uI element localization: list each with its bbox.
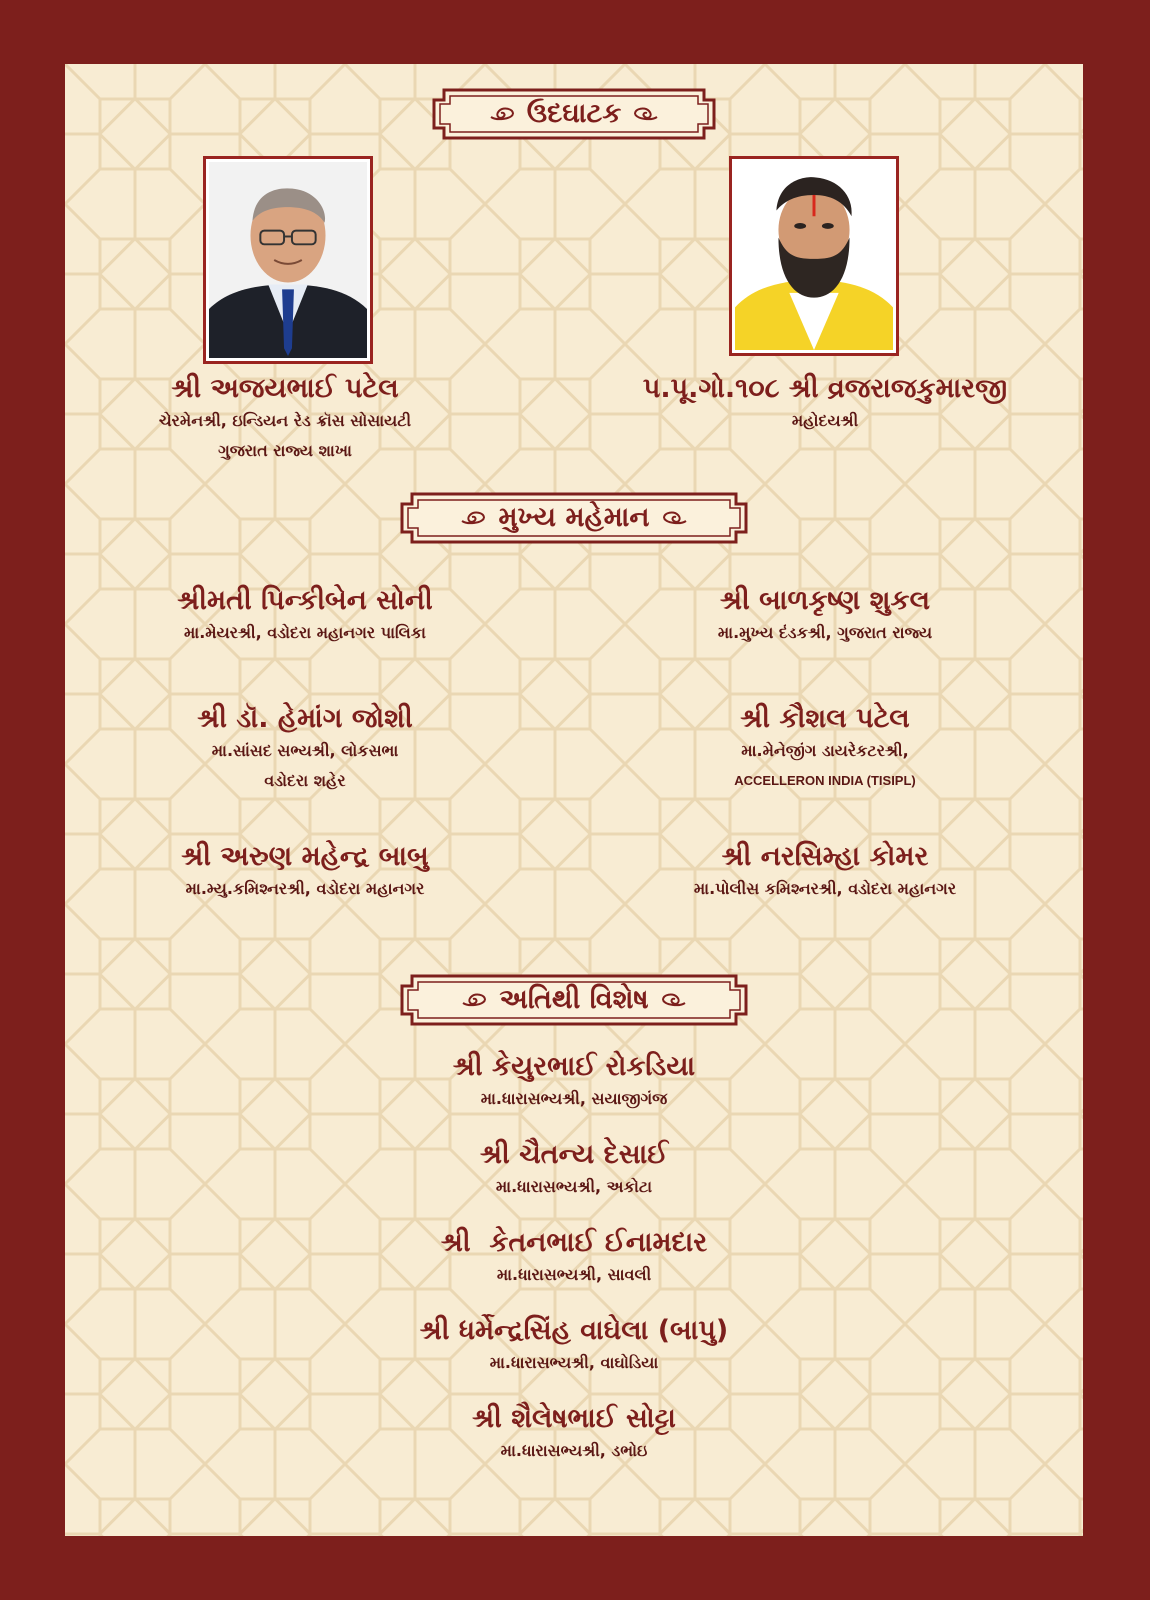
person-role: ચેરમેનશ્રી, ઇન્ડિયન રેડ ક્રૉસ સોસાયટી [158,411,412,430]
person-role: મા.ધારાસભ્યશ્રી, વાઘોડિયા [489,1353,659,1372]
special-guest-2 [265,1138,883,1202]
person-name: શ્રી કૌશલ પટેલ [740,703,910,734]
inaugurator-1 [65,372,505,466]
person-name: પ.પૂ.ગો.૧૦૮ શ્રી વ્રજરાજકુમારજી [642,373,1008,404]
swirl-ornament-icon [660,509,690,527]
swirl-ornament-icon [487,105,517,123]
inaugurator-2 [575,372,1075,436]
swirl-ornament-icon [631,105,661,123]
person-role: ગુજરાત રાજ્ય શાખા [218,441,352,460]
person-role: ACCELLERON INDIA (TISIPL) [734,773,916,788]
portrait-man-glasses-icon [209,162,367,358]
special-guest-5 [265,1402,883,1466]
section-title-chief-guests [398,490,750,546]
person-role: મા.ધારાસભ્યશ્રી, ડભોઇ [500,1441,648,1460]
person-name: શ્રી ચૈતન્ય દેસાઈ [479,1139,669,1170]
portrait-saint-beard-icon [735,162,893,350]
special-guest-3 [265,1226,883,1290]
person-role: મા.મેયરશ્રી, વડોદરા મહાનગર પાલિકા [184,623,426,642]
person-role: મા.મ્યુ.કમિશ્નરશ્રી, વડોદરા મહાનગર [185,879,425,898]
person-name: શ્રી બાળકૃષ્ણ શુકલ [720,585,930,616]
section-title-label: મુખ્ય મહેમાન [498,502,650,533]
person-name: શ્રી ડૉ. હેમાંગ જોશી [197,703,413,734]
person-role: મા.ધારાસભ્યશ્રી, સાવલી [496,1265,652,1284]
section-title-special-guests [398,972,750,1028]
chief-guest-6 [585,840,1065,904]
chief-guest-1 [95,584,515,648]
swirl-ornament-icon [459,991,489,1009]
person-name: શ્રી કેતનભાઈ ઈનામદાર [440,1227,708,1258]
person-role: મા.ધારાસભ્યશ્રી, સયાજીગંજ [480,1089,668,1108]
person-role: મા.સાંસદ સભ્યશ્રી, લોકસભા [211,741,399,760]
person-name: શ્રીમતી પિન્કીબેન સોની [177,585,433,616]
chief-guest-4 [605,702,1045,796]
photo-inaugurator-2 [729,156,899,356]
special-guest-4 [265,1314,883,1378]
person-name: શ્રી ધર્મેન્દ્રસિંહ વાઘેલા (બાપુ) [419,1315,729,1346]
person-name: શ્રી અરુણ મહેન્દ્ર બાબુ [181,841,429,872]
swirl-ornament-icon [458,509,488,527]
chief-guest-3 [95,702,515,796]
person-name: શ્રી અજયભાઈ પટેલ [171,373,399,404]
section-title-label: ઉદઘાટક [526,98,622,129]
person-name: શ્રી શૈલેષભાઈ સોટ્ટા [472,1403,676,1434]
section-title-label: અતિથી વિશેષ [499,984,649,1015]
person-role: વડોદરા શહેર [264,771,346,790]
person-role: મા.મેનેજીંગ ડાયરેકટરશ્રી, [741,741,909,760]
person-role: મા.મુખ્ય દંડકશ્રી, ગુજરાત રાજ્ય [717,623,933,642]
photo-inaugurator-1 [203,156,373,364]
person-name: શ્રી કેયુરભાઈ રોકડિયા [452,1051,696,1082]
person-role: મા.ધારાસભ્યશ્રી, અકોટા [495,1177,653,1196]
person-name: શ્રી નરસિમ્હા કોમર [721,841,929,872]
person-role: મહોદયશ્રી [791,411,859,430]
special-guest-1 [265,1050,883,1114]
section-title-inaugurators [430,86,718,142]
chief-guest-2 [605,584,1045,648]
person-role: મા.પોલીસ કમિશ્નરશ્રી, વડોદરા મહાનગર [693,879,957,898]
swirl-ornament-icon [659,991,689,1009]
chief-guest-5 [75,840,535,904]
invitation-card [65,64,1083,1536]
